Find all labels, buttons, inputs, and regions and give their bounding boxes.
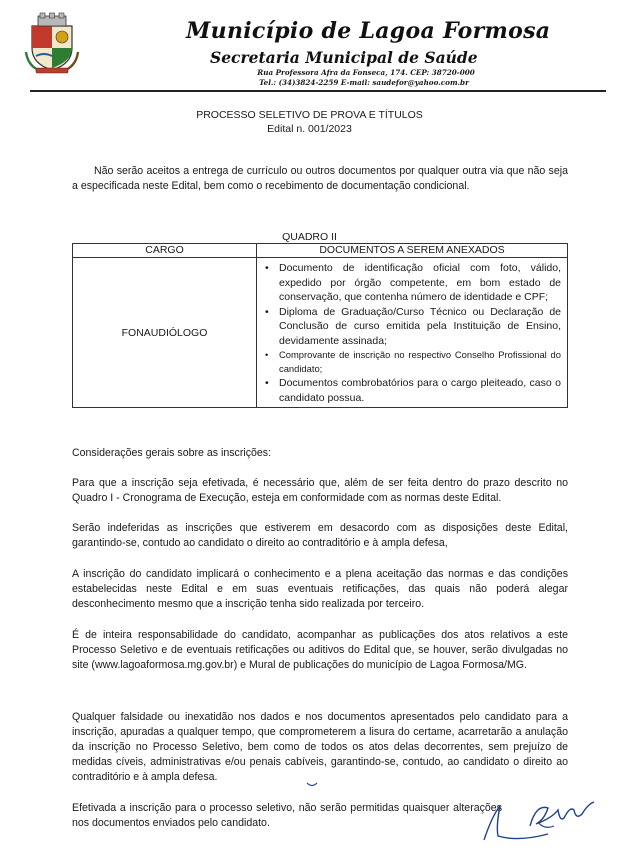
municipal-crest-logo: [24, 12, 80, 74]
header-address: Rua Professora Afra da Fonseca, 174. CEP: 38720-000: [257, 68, 475, 77]
table-row: [73, 258, 568, 408]
municipality-title: Município de Lagoa Formosa: [186, 18, 551, 44]
paragraph: É de inteira responsabilidade do candidato, acompanhar as publicações dos atos relativos a este Processo Seletivo e de eventuais retificações ou aditivos do Edital que, se houver, serão divulgadas no site (www.lagoaformosa.mg.gov.br) e Mural de publicações do município de Lagoa Formosa/MG.: [72, 629, 568, 671]
department-subtitle: Secretaria Municipal de Saúde: [210, 48, 478, 67]
column-header-documents: DOCUMENTOS A SEREM ANEXADOS: [257, 244, 568, 258]
header-divider: [30, 90, 606, 92]
paragraph: Serão indeferidas as inscrições que estiverem em desacordo com as disposições deste Edital, garantindo-se, contudo ao candidato o direito ao contraditório e à ampla defesa,: [72, 522, 568, 549]
list-item: • Documentos combrobatórios para o cargo pleiteado, caso o candidato possua.: [279, 376, 561, 405]
considerations-heading: Considerações gerais sobre as inscrições:: [72, 447, 272, 459]
quadro-label: QUADRO II: [282, 231, 337, 243]
documents-table: [72, 243, 568, 408]
header-contact: Tel.: (34)3824-2259 E-mail: saudefor@yahoo.com.br: [259, 78, 469, 87]
documents-cell: [257, 258, 568, 408]
paragraph: Para que a inscrição seja efetivada, é necessário que, além de ser feita dentro do prazo descrito no Quadro I - Cronograma de Execução, esteja em conformidade com as normas deste Edital.: [72, 477, 568, 504]
paragraph: Qualquer falsidade ou inexatidão nos dados e nos documentos apresentados pelo candidato para a inscrição, apuradas a qualquer tempo, que comprometerem a lisura do certame, acarretarão a anulação da inscrição no Processo Seletivo, bem como de todos os atos delas decorrentes, sem prejuízo de medidas cíveis, administrativas e/ou penais cabíveis, garantindo-se, contudo, ao candidato o direito ao contraditório e à ampla defesa.: [72, 711, 568, 783]
column-header-cargo: CARGO: [73, 244, 257, 258]
list-item: • Documento de identificação oficial com foto, válido, expedido por órgão competente, em bom estado de conservação, que contenha número de identidade e CPF;: [279, 261, 561, 305]
paragraph: Efetivada a inscrição para o processo seletivo, não serão permitidas quaisquer alterações nos documentos enviados pelo candidato.: [72, 802, 502, 829]
list-item: • Diploma de Graduação/Curso Técnico ou Declaração de Conclusão de curso emitida pela Instituição de Ensino, devidamente assinada;: [279, 305, 561, 349]
edital-number: Edital n. 001/2023: [267, 123, 352, 135]
process-title: PROCESSO SELETIVO DE PROVA E TÍTULOS: [196, 109, 423, 121]
ink-mark: [306, 782, 318, 788]
table-header-row: [73, 244, 568, 258]
paragraph: A inscrição do candidato implicará o conhecimento e a plena aceitação das normas e das condições estabelecidas neste Edital e em suas eventuais retificações, das quais não poderá alegar desconhecimento mesmo que a inscrição tenha sido realizada por terceiro.: [72, 568, 568, 610]
list-item: • Comprovante de inscrição no respectivo Conselho Profissional do candidato;: [279, 348, 561, 376]
cargo-cell: FONAUDIÓLOGO: [73, 258, 257, 408]
handwritten-signature: [478, 796, 598, 848]
documents-list: [263, 261, 561, 405]
intro-paragraph: Não serão aceitos a entrega de currículo ou outros documentos por qualquer outra via que não seja a especificada neste Edital, bem como o recebimento de documentação condicional.: [72, 165, 568, 192]
